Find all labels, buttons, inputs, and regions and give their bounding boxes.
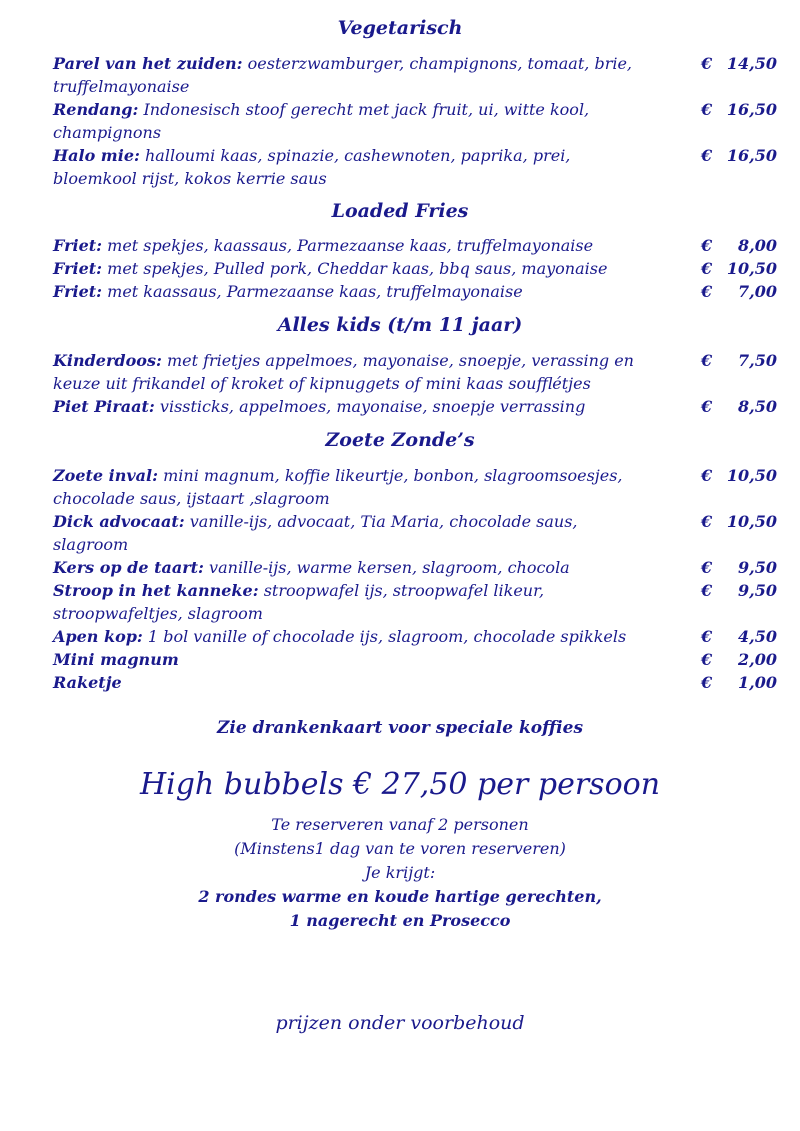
price-value: 9,50 (738, 581, 777, 600)
item-price (701, 510, 777, 533)
menu-item (53, 257, 777, 280)
item-name: Kinderdoos: (53, 351, 162, 370)
section-title-zoete-zonde: Zoete Zonde’s (325, 429, 475, 451)
item-price (701, 395, 777, 418)
section-title-vegetarisch: Vegetarisch (337, 17, 463, 39)
item-description: met spekjes, Pulled pork, Cheddar kaas, bbq saus, mayonaise (102, 259, 608, 278)
price-value: 8,00 (738, 236, 777, 255)
item-description: vissticks, appelmoes, mayonaise, snoepje verrassing (154, 397, 586, 416)
menu-item (53, 671, 777, 694)
currency-symbol: € (701, 54, 713, 73)
price-value: 10,50 (726, 512, 777, 531)
currency-symbol: € (701, 146, 713, 165)
item-name: Raketje (53, 673, 122, 692)
drinks-note: Zie drankenkaart voor speciale koffies (216, 718, 584, 738)
menu-item (53, 349, 777, 395)
item-name: Kers op de taart: (53, 558, 204, 577)
price-value: 8,50 (738, 397, 777, 416)
item-description: vanille-ijs, advocaat, Tia Maria, chocolade saus, slagroom (53, 512, 578, 554)
menu-item (53, 579, 777, 625)
high-bubbels-line: 2 rondes warme en koude hartige gerechten, (198, 887, 602, 906)
currency-symbol: € (701, 512, 713, 531)
price-value: 7,50 (738, 351, 777, 370)
menu-item (53, 464, 777, 510)
item-name: Parel van het zuiden: (53, 54, 243, 73)
currency-symbol: € (701, 650, 713, 669)
currency-symbol: € (701, 558, 713, 577)
item-name: Dick advocaat: (53, 512, 185, 531)
item-description: met frietjes appelmoes, mayonaise, snoepje, verassing en keuze uit frikandel of kroket of kipnuggets of mini kaas soufflétjes (53, 351, 634, 393)
currency-symbol: € (701, 282, 713, 301)
item-price (701, 257, 777, 280)
menu-item (53, 648, 777, 671)
high-bubbels-line: (Minstens1 dag van te voren reserveren) (234, 839, 566, 858)
price-value: 10,50 (726, 259, 777, 278)
currency-symbol: € (701, 673, 713, 692)
price-value: 16,50 (726, 100, 777, 119)
item-description: Indonesisch stoof gerecht met jack fruit, ui, witte kool, champignons (53, 100, 590, 142)
high-bubbels-line: Te reserveren vanaf 2 personen (271, 815, 529, 834)
high-bubbels-line: Je krijgt: (364, 863, 436, 882)
item-description: vanille-ijs, warme kersen, slagroom, chocola (203, 558, 570, 577)
item-description: 1 bol vanille of chocolade ijs, slagroom, chocolade spikkels (142, 627, 627, 646)
price-disclaimer: prijzen onder voorbehoud (275, 1012, 525, 1034)
price-value: 14,50 (726, 54, 777, 73)
item-price (701, 234, 777, 257)
item-description: mini magnum, koffie likeurtje, bonbon, slagroomsoesjes, chocolade saus, ijstaart ,slagroom (53, 466, 623, 508)
item-description: met kaassaus, Parmezaanse kaas, truffelmayonaise (102, 282, 523, 301)
item-name: Halo mie: (53, 146, 140, 165)
currency-symbol: € (701, 100, 713, 119)
item-name: Apen kop: (53, 627, 143, 646)
item-price (701, 349, 777, 372)
item-price (701, 648, 777, 671)
item-name: Rendang: (53, 100, 139, 119)
currency-symbol: € (701, 351, 713, 370)
price-value: 16,50 (726, 146, 777, 165)
item-description: stroopwafel ijs, stroopwafel likeur, stroopwafeltjes, slagroom (53, 581, 545, 623)
price-value: 9,50 (738, 558, 777, 577)
price-value: 2,00 (738, 650, 777, 669)
item-description: oesterzwamburger, champignons, tomaat, brie, truffelmayonaise (53, 54, 633, 96)
menu-item (53, 280, 777, 303)
item-name: Mini magnum (53, 650, 179, 669)
currency-symbol: € (701, 397, 713, 416)
item-price (701, 556, 777, 579)
item-price (701, 625, 777, 648)
item-name: Zoete inval: (53, 466, 159, 485)
currency-symbol: € (701, 581, 713, 600)
high-bubbels-headline: High bubbels € 27,50 per persoon (139, 767, 661, 802)
price-value: 1,00 (738, 673, 777, 692)
item-price (701, 280, 777, 303)
price-value: 7,00 (738, 282, 777, 301)
high-bubbels-line: 1 nagerecht en Prosecco (289, 911, 511, 930)
menu-item (53, 510, 777, 556)
item-price (701, 671, 777, 694)
menu-item (53, 556, 777, 579)
section-title-loaded-fries: Loaded Fries (331, 200, 469, 222)
menu-item (53, 234, 777, 257)
menu-item (53, 98, 777, 144)
item-price (701, 464, 777, 487)
section-title-kids: Alles kids (t/m 11 jaar) (277, 314, 523, 336)
item-description: halloumi kaas, spinazie, cashewnoten, paprika, prei, bloemkool rijst, kokos kerrie saus (53, 146, 571, 188)
menu-item (53, 52, 777, 98)
menu-item (53, 625, 777, 648)
item-name: Friet: (53, 282, 103, 301)
item-name: Piet Piraat: (53, 397, 155, 416)
item-description: met spekjes, kaassaus, Parmezaanse kaas, truffelmayonaise (102, 236, 594, 255)
menu-item (53, 144, 777, 190)
currency-symbol: € (701, 236, 713, 255)
item-price (701, 144, 777, 167)
item-price (701, 98, 777, 121)
menu-item (53, 395, 777, 418)
item-name: Stroop in het kanneke: (53, 581, 259, 600)
price-value: 4,50 (738, 627, 777, 646)
currency-symbol: € (701, 259, 713, 278)
item-price (701, 579, 777, 602)
currency-symbol: € (701, 627, 713, 646)
item-name: Friet: (53, 259, 103, 278)
item-price (701, 52, 777, 75)
price-value: 10,50 (726, 466, 777, 485)
currency-symbol: € (701, 466, 713, 485)
item-name: Friet: (53, 236, 103, 255)
